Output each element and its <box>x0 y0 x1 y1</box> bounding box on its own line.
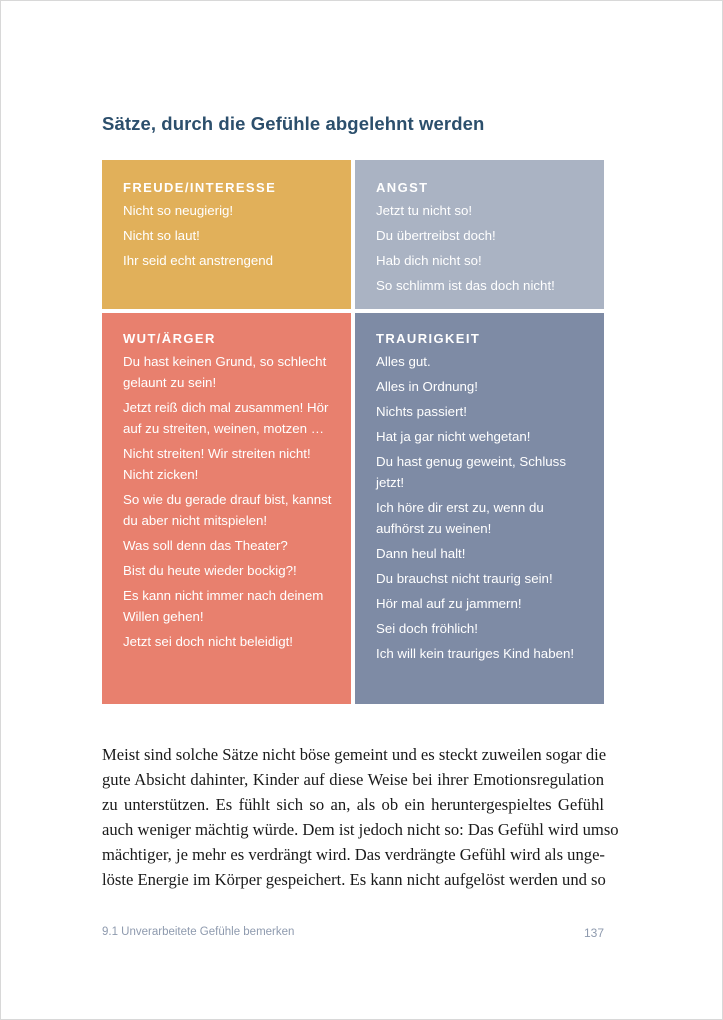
phrase-item: Sei doch fröhlich! <box>376 621 478 636</box>
emotion-grid <box>102 160 604 704</box>
cell-joy-interest <box>102 160 351 309</box>
body-paragraph <box>102 743 619 892</box>
phrase-item: Es kann nicht immer nach deinem Willen gehen! <box>123 588 324 624</box>
phrase-item: Jetzt reiß dich mal zusammen! Hör auf zu streiten, weinen, motzen … <box>123 400 329 436</box>
cell-title: FREUDE/INTERESSE <box>123 180 277 195</box>
phrase-item: Bist du heute wieder bockig?! <box>123 563 297 578</box>
phrase-item: Nicht so laut! <box>123 228 200 243</box>
phrase-item: Ich will kein trauriges Kind haben! <box>376 646 575 661</box>
cell-fear <box>355 160 604 309</box>
phrase-item: So wie du gerade drauf bist, kannst du aber nicht mitspielen! <box>123 492 332 528</box>
phrase-item: Du hast keinen Grund, so schlecht gelaunt zu sein! <box>123 354 327 390</box>
footer-section-title: 9.1 Unverarbeitete Gefühle bemerken <box>102 926 295 938</box>
cell-title: WUT/ÄRGER <box>123 331 216 346</box>
section-heading: Sätze, durch die Gefühle abgelehnt werden <box>102 113 485 134</box>
phrase-item: Jetzt sei doch nicht beleidigt! <box>123 634 294 649</box>
phrase-list <box>123 351 337 652</box>
phrase-item: Du brauchst nicht traurig sein! <box>376 571 553 586</box>
phrase-list <box>376 351 590 664</box>
body-line: Meist sind solche Sätze nicht böse gemeint und es steckt zuweilen sogar die <box>102 745 607 764</box>
phrase-item: Was soll denn das Theater? <box>123 538 288 553</box>
phrase-list <box>123 200 337 271</box>
phrase-item: Dann heul halt! <box>376 546 466 561</box>
phrase-item: Hör mal auf zu jammern! <box>376 596 522 611</box>
phrase-item: Ihr seid echt anstrengend <box>123 253 274 268</box>
body-line: zu unterstützen. Es fühlt sich so an, als ob ein heruntergespieltes Gefühl <box>102 794 604 814</box>
phrase-item: Du hast genug geweint, Schluss jetzt! <box>376 454 566 490</box>
phrase-item: Nicht so neugierig! <box>123 203 234 218</box>
phrase-item: Nichts passiert! <box>376 404 467 419</box>
cell-anger <box>102 313 351 704</box>
body-line: gute Absicht dahinter, Kinder auf diese Weise bei ihrer Emotionsregulation <box>102 769 604 789</box>
phrase-item: Du übertreibst doch! <box>376 228 496 243</box>
phrase-item: Hab dich nicht so! <box>376 253 482 268</box>
body-line: mächtiger, je mehr es verdrängt wird. Das verdrängte Gefühl wird als unge- <box>102 844 605 864</box>
phrase-item: Hat ja gar nicht wehgetan! <box>376 429 531 444</box>
cell-title: TRAURIGKEIT <box>376 331 481 346</box>
phrase-item: Alles gut. <box>376 354 431 369</box>
cell-sadness <box>355 313 604 704</box>
phrase-item: Jetzt tu nicht so! <box>376 203 473 218</box>
phrase-item: Ich höre dir erst zu, wenn du aufhörst zu weinen! <box>376 500 544 536</box>
phrase-item: So schlimm ist das doch nicht! <box>376 278 555 293</box>
phrase-item: Nicht streiten! Wir streiten nicht! Nicht zicken! <box>123 446 311 482</box>
phrase-item: Alles in Ordnung! <box>376 379 478 394</box>
page-number: 137 <box>583 926 604 940</box>
body-line: auch weniger mächtig würde. Dem ist jedoch nicht so: Das Gefühl wird umso <box>102 819 619 839</box>
body-line: löste Energie im Körper gespeichert. Es kann nicht aufgelöst werden und so <box>102 869 606 889</box>
phrase-list <box>376 200 590 296</box>
cell-title: ANGST <box>376 180 429 195</box>
